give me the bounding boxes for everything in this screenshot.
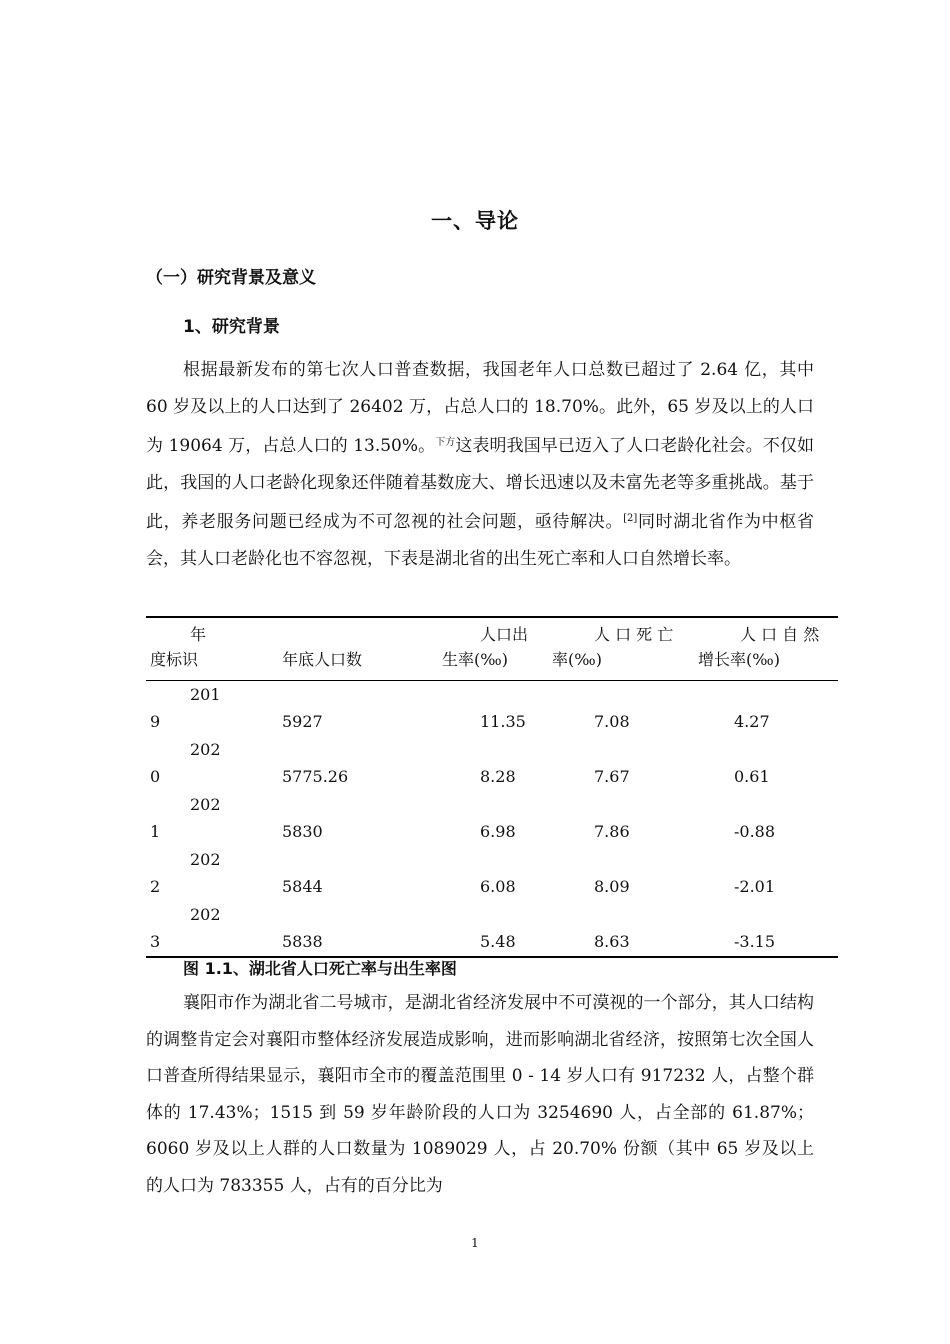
header-birth-rate (442, 617, 552, 681)
subsection-title: 1、研究背景 (183, 317, 280, 337)
chapter-title: 一、导论 (431, 209, 519, 233)
paragraph-text: 同时湖北省作为中枢省会，其人口老龄化也不容忽视，下表是湖北省的出生死亡率和人口自然增长率。 (146, 512, 815, 569)
table-row (146, 846, 838, 901)
cell-natural-growth: 4.27 (734, 712, 770, 731)
cell-birth-rate: 11.35 (480, 712, 526, 731)
cell-natural-growth: -2.01 (734, 877, 776, 896)
cell-year (146, 736, 282, 791)
citation-mark: 下方 (435, 437, 456, 449)
page-number: 1 (471, 1236, 479, 1250)
table-row (146, 681, 838, 737)
header-year (146, 617, 282, 681)
cell-natural-growth: -3.15 (734, 932, 776, 951)
year-bottom: 1 (150, 822, 161, 841)
header-death-line2: 率(‰) (552, 650, 602, 669)
paragraph-text: 根据最新发布的第七次人口普查数据，我国老年人口总数已超过了 2.64 亿，其中 60 岁及以上的人口达到了 26402 万，占总人口的 18.70%。此外，65 岁及以上的人口为 19064 万，占总人口的 13.50%。 (146, 360, 814, 457)
header-death-rate (552, 617, 698, 681)
cell-death-rate: 8.63 (594, 932, 630, 951)
cell-year (146, 791, 282, 846)
population-table-wrapper (146, 616, 838, 958)
cell-population: 5775.26 (282, 767, 349, 786)
table-row (146, 736, 838, 791)
cell-death-rate: 8.09 (594, 877, 630, 896)
year-top: 202 (190, 740, 221, 759)
paragraph-xiangyang: 襄阳市作为湖北省二号城市，是湖北省经济发展中不可漠视的一个部分，其人口结构的调整肯定会对襄阳市整体经济发展造成影响，进而影响湖北省经济，按照第七次全国人口普查所得结果显示，襄阳市全市的覆盖范围里 0 - 14 岁人口有 917232 人，占整个群体的 17.43%；1515 到 59 岁年龄阶段的人口为 3254690 人，占全部的 61.87%；6060 岁及以上人群的人口数量为 1089029 人，占 20.70% 份额（其中 65 岁及以上的人口为 783355 人，占有的百分比为 (146, 993, 814, 1196)
year-bottom: 9 (150, 712, 161, 731)
cell-population: 5830 (282, 822, 323, 841)
header-birth-line2: 生率(‰) (442, 650, 508, 669)
section-title: （一）研究背景及意义 (146, 268, 316, 288)
cell-population: 5927 (282, 712, 323, 731)
year-top: 202 (190, 795, 221, 814)
year-top: 202 (190, 850, 221, 869)
table-row (146, 791, 838, 846)
cell-natural-growth: -0.88 (734, 822, 776, 841)
cell-death-rate: 7.86 (594, 822, 630, 841)
header-population-label: 年底人口数 (282, 650, 363, 669)
cell-year (146, 846, 282, 901)
cell-natural-growth: 0.61 (734, 767, 770, 786)
header-natural-growth (698, 617, 838, 681)
header-year-line2: 度标识 (150, 650, 199, 669)
cell-year (146, 901, 282, 957)
year-top: 202 (190, 905, 221, 924)
year-bottom: 3 (150, 932, 161, 951)
header-death-line1: 人 口 死 亡 (594, 625, 674, 644)
cell-birth-rate: 6.08 (480, 877, 516, 896)
cell-population: 5844 (282, 877, 323, 896)
header-population (282, 617, 442, 681)
figure-caption: 图 1.1、湖北省人口死亡率与出生率图 (183, 959, 457, 978)
header-birth-line1: 人口出 (480, 625, 529, 644)
header-natural-line2: 增长率(‰) (698, 650, 780, 669)
population-table (146, 616, 838, 958)
header-natural-line1: 人 口 自 然 (740, 625, 820, 644)
year-bottom: 0 (150, 767, 161, 786)
paragraph-background (146, 352, 814, 578)
cell-population: 5838 (282, 932, 323, 951)
header-year-line1: 年 (190, 625, 207, 644)
table-row (146, 901, 838, 957)
cell-year (146, 681, 282, 737)
cell-birth-rate: 5.48 (480, 932, 516, 951)
citation-mark: [2] (623, 513, 638, 525)
cell-birth-rate: 6.98 (480, 822, 516, 841)
paragraph-text: 这表明我国早已迈入了人口老龄化社会。不仅如此，我国的人口老龄化现象还伴随着基数庞大、增长迅速以及未富先老等多重挑战。基于此，养老服务问题已经成为不可忽视的社会问题，亟待解决。 (146, 436, 815, 533)
cell-death-rate: 7.67 (594, 767, 630, 786)
table-header-row (146, 617, 838, 681)
cell-birth-rate: 8.28 (480, 767, 516, 786)
cell-death-rate: 7.08 (594, 712, 630, 731)
year-top: 201 (190, 685, 221, 704)
year-bottom: 2 (150, 877, 161, 896)
